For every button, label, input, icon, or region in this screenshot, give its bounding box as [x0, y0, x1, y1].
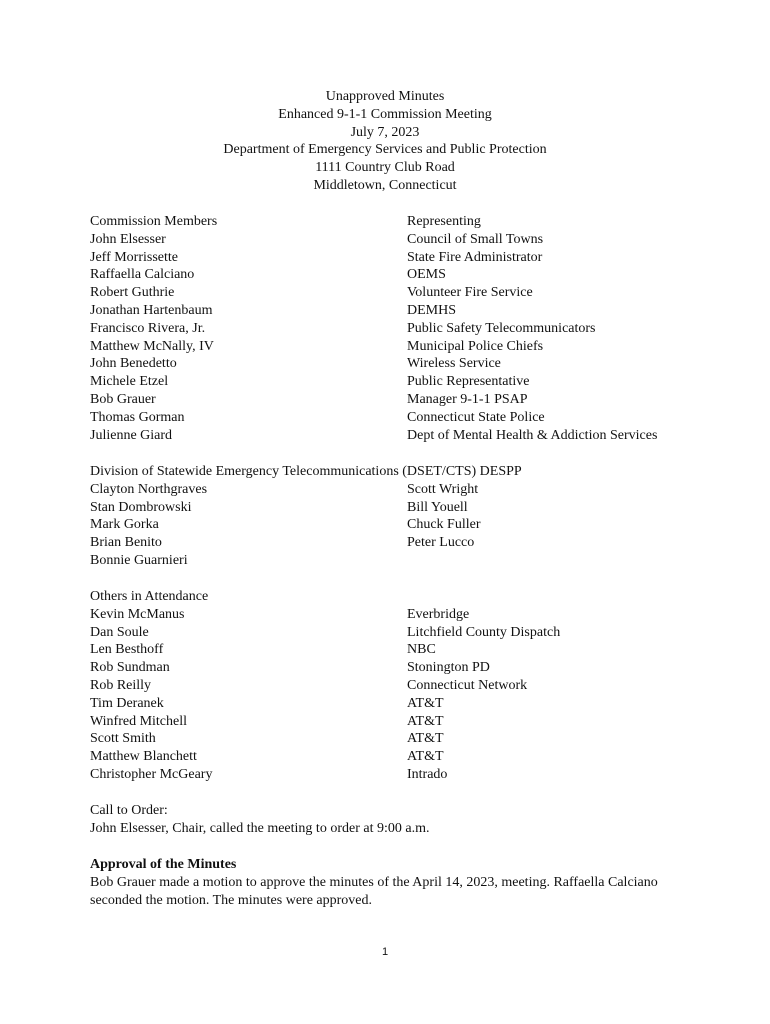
commission-heading-row [90, 213, 730, 231]
attendee-row [90, 695, 730, 713]
attendee-name: Kevin McManus [90, 606, 185, 622]
staff-name-right: Peter Lucco [407, 535, 475, 551]
member-representing: Manager 9-1-1 PSAP [407, 391, 528, 407]
member-name: Julienne Giard [90, 427, 173, 443]
member-row [90, 231, 730, 249]
member-name: Robert Guthrie [90, 285, 175, 301]
commission-members-section [90, 213, 730, 444]
member-name: Michele Etzel [90, 374, 169, 390]
member-row [90, 249, 730, 267]
attendee-row [90, 606, 730, 624]
member-name: John Elsesser [90, 231, 166, 247]
member-representing: Public Representative [407, 374, 530, 390]
call-to-order-section [90, 802, 730, 838]
attendee-name: Len Besthoff [90, 642, 164, 658]
header-city: Middletown, Connecticut [313, 177, 457, 193]
member-representing: DEMHS [407, 302, 457, 318]
member-name: Jonathan Hartenbaum [90, 302, 213, 318]
member-row [90, 391, 730, 409]
staff-row [90, 499, 730, 517]
attendee-organization: Stonington PD [407, 660, 490, 676]
attendee-organization: AT&T [407, 695, 444, 711]
commission-members-heading: Commission Members [90, 214, 218, 229]
representing-heading: Representing [407, 214, 481, 229]
attendee-organization: AT&T [407, 713, 444, 729]
member-name: Raffaella Calciano [90, 267, 195, 283]
member-name: Jeff Morrissette [90, 249, 178, 265]
member-representing: Volunteer Fire Service [407, 285, 533, 301]
attendee-row [90, 624, 730, 642]
attendee-name: Rob Sundman [90, 660, 170, 676]
staff-row [90, 534, 730, 552]
member-row [90, 373, 730, 391]
attendee-name: Matthew Blanchett [90, 749, 197, 765]
attendee-name: Christopher McGeary [90, 766, 213, 782]
attendee-organization: NBC [407, 642, 436, 658]
approval-section [90, 856, 730, 909]
staff-name-left: Brian Benito [90, 535, 162, 551]
others-heading: Others in Attendance [90, 589, 209, 604]
call-to-order-heading: Call to Order: [90, 803, 168, 818]
staff-name-right: Bill Youell [407, 499, 468, 515]
member-representing: Connecticut State Police [407, 409, 545, 425]
member-row [90, 302, 730, 320]
member-representing: OEMS [407, 267, 446, 283]
staff-name-left: Bonnie Guarnieri [90, 552, 188, 568]
call-to-order-text: John Elsesser, Chair, called the meeting to order at 9:00 a.m. [90, 820, 430, 836]
others-section [90, 588, 730, 784]
member-representing: State Fire Administrator [407, 249, 543, 265]
attendee-row [90, 730, 730, 748]
page-number: 1 [381, 946, 389, 958]
member-row [90, 409, 730, 427]
attendee-organization: AT&T [407, 731, 444, 747]
attendee-name: Dan Soule [90, 624, 149, 640]
attendee-name: Scott Smith [90, 731, 156, 747]
attendee-name: Rob Reilly [90, 677, 152, 693]
member-representing: Wireless Service [407, 356, 501, 372]
document-header [0, 88, 770, 195]
member-representing: Dept of Mental Health & Addiction Services [407, 427, 658, 443]
attendee-name: Winfred Mitchell [90, 713, 188, 729]
attendee-organization: Litchfield County Dispatch [407, 624, 561, 640]
member-row [90, 266, 730, 284]
staff-row [90, 552, 730, 570]
header-date: July 7, 2023 [350, 124, 420, 140]
staff-name-left: Mark Gorka [90, 517, 159, 533]
attendee-organization: Connecticut Network [407, 677, 528, 693]
approval-heading: Approval of the Minutes [90, 857, 237, 872]
division-section [90, 463, 730, 570]
member-name: Francisco Rivera, Jr. [90, 320, 206, 336]
header-street: 1111 Country Club Road [315, 160, 455, 176]
member-name: Matthew McNally, IV [90, 338, 214, 354]
header-title: Unapproved Minutes [325, 89, 445, 104]
attendee-name: Tim Deranek [90, 695, 164, 711]
member-row [90, 355, 730, 373]
header-department: Department of Emergency Services and Public Protection [223, 142, 547, 158]
member-representing: Council of Small Towns [407, 231, 544, 247]
approval-text: Bob Grauer made a motion to approve the minutes of the April 14, 2023, meeting. Raffaella Calciano seconded the motion. The minutes were approved. [90, 874, 658, 908]
attendee-row [90, 713, 730, 731]
member-name: John Benedetto [90, 356, 177, 372]
staff-name-right: Chuck Fuller [407, 517, 481, 533]
attendee-organization: AT&T [407, 749, 444, 765]
staff-name-right: Scott Wright [407, 481, 479, 497]
member-row [90, 284, 730, 302]
staff-row [90, 481, 730, 499]
attendee-organization: Intrado [407, 766, 448, 782]
attendee-row [90, 766, 730, 784]
member-name: Bob Grauer [90, 391, 156, 407]
attendee-organization: Everbridge [407, 606, 470, 622]
attendee-row [90, 659, 730, 677]
staff-row [90, 516, 730, 534]
member-name: Thomas Gorman [90, 409, 185, 425]
member-row [90, 427, 730, 445]
staff-name-left: Clayton Northgraves [90, 481, 208, 497]
member-representing: Public Safety Telecommunicators [407, 320, 596, 336]
attendee-row [90, 641, 730, 659]
division-heading: Division of Statewide Emergency Telecommunications (DSET/CTS) DESPP [90, 464, 522, 479]
member-row [90, 320, 730, 338]
attendee-row [90, 748, 730, 766]
member-row [90, 338, 730, 356]
staff-name-left: Stan Dombrowski [90, 499, 192, 515]
member-representing: Municipal Police Chiefs [407, 338, 544, 354]
header-meeting-name: Enhanced 9-1-1 Commission Meeting [278, 106, 492, 122]
attendee-row [90, 677, 730, 695]
